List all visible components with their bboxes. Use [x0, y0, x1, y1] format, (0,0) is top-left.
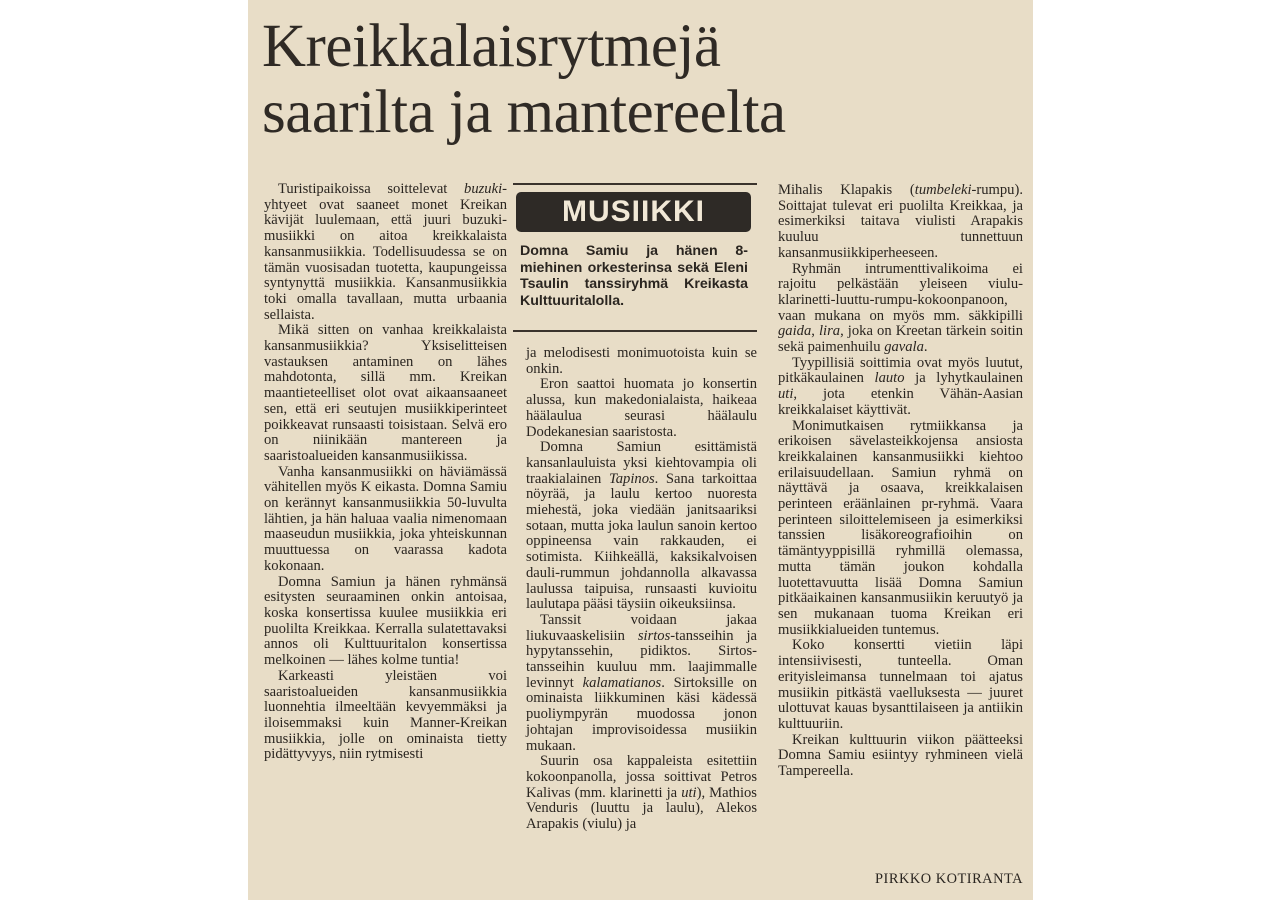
paragraph: Turistipaikoissa soittelevat buzuki-yhtyeet ovat saaneet monet Kreikan kävijät luulemaan, että juuri buzuki-musiikki on aitoa kreikkalaista kansanmusiikkia. Todellisuudessa se on tämän vuosisadan tuotetta, kaupungeissa syntynyttä musiikkia. Kansanmusiikkia toki omalla tavallaan, mutta urbaania sellaista. — [264, 181, 507, 323]
section-label: MUSIIKKI — [516, 192, 751, 232]
paragraph: Vanha kansanmusiikki on häviämässä vähitellen myös K eikasta. Domna Samiu on kerännyt kansanmusiikkia 50-luvulta lähtien, ja hän haluaa vaalia nimenomaan maaseudun musiikkia, joka yhteiskunnan muuttuessa on vaarassa kadota kokonaan. — [264, 463, 507, 574]
paragraph: Eron saattoi huomata jo konsertin alussa, kun makedonialaista, haikeaa häälaulua seurasi häälaulu Dodekanesian saaristosta. — [526, 376, 757, 440]
paragraph: Domna Samiun esittämistä kansanlauluista yksi kiehtovampia oli traakialainen Tapinos. Sana tarkoittaa nöyrää, ja laulu kertoo nuoresta miehestä, joka viedään janitsaariksi sotaan, mutta joka laulun sanoin kertoo oppineensa vain rakkauden, ei sotimista. Kiihkeällä, kaksikalvoisen dauli-rummun johdannolla alkavassa laulussa taipuisa, runsaasti kuvioitu laulutapa pääsi täysiin oikeuksiinsa. — [526, 439, 757, 613]
paragraph: Mikä sitten on vanhaa kreikkalaista kansanmusiikkia? Yksiselitteisen vastauksen antaminen on lähes mahdotonta, sillä mm. Kreikan maantieteelliset olot ovat aikaansaaneet sen, että eri seutujen musiikkiperinteet poikkeavat runsaasti toisistaan. Selvä ero on niinikään mantereen ja saaristoalueiden kansanmusiikissa. — [264, 322, 507, 464]
paragraph: Mihalis Klapakis (tumbeleki-rumpu). Soittajat tulevat eri puolilta Kreikkaa, ja esimerkiksi taitava viulisti Arapakis kuuluu tunnettuun kansanmusiikkiperheeseen. — [778, 182, 1023, 261]
headline-line-2: saarilta ja mantereelta — [262, 79, 786, 146]
paragraph: Koko konsertti vietiin läpi intensiivisesti, tunteella. Oman erityisleimansa tunnelmaan toi ajatus musiikin pitkästä vaelluksesta — juuret ulottuvat kauas bysanttilaiseen ja antiikin kulttuuriin. — [778, 637, 1023, 732]
article-column-2 — [526, 346, 757, 833]
lead-text: Domna Samiu ja hänen 8-miehinen orkesterinsa sekä Eleni Tsaulin tanssiryhmä Kreikasta Kulttuuritalolla. — [520, 243, 748, 309]
paragraph: Kreikan kulttuurin viikon päätteeksi Domna Samiu esiintyy ryhmineen vielä Tampereella. — [778, 731, 1023, 780]
paragraph: Ryhmän intrumenttivalikoima ei rajoitu pelkästään yleiseen viulu-klarinetti-luuttu-rumpu-kokoonpanoon, vaan mukana on myös mm. säkkipilli gaida, lira, joka on Kreetan tärkein soitin sekä paimenhuilu gavala. — [778, 260, 1023, 356]
newspaper-clipping — [248, 0, 1033, 900]
article-column-3 — [778, 183, 1023, 780]
byline: PIRKKO KOTIRANTA — [875, 871, 1023, 887]
section-rule-bottom — [513, 330, 757, 332]
paragraph: Tyypillisiä soittimia ovat myös luutut, pitkäkaulainen lauto ja lyhytkaulainen uti, jota etenkin Vähän-Aasian kreikkalaiset käyttivät. — [778, 354, 1024, 418]
paragraph: Monimutkaisen rytmiikkansa ja erikoisen sävelasteikkojensa ansiosta kreikkalainen kansanmusiikki kiehtoo erilaisuudellaan. Samiun ryhmä on näyttävä ja osaava, kreikkalaisen perinteen eräänlainen pr-ryhmä. Vaara perinteen siloittelemiseen ja esimerkiksi tanssien lisäkoreografioihin on tämäntyyppisillä ryhmillä olemassa, mutta tämän joukon kohdalla luotettavuutta lisää Domna Samiun pitkäaikainen kansanmusiikin keruutyö ja sen mukanaan tuoma Kreikan eri musiikkialueiden tuntemus. — [778, 417, 1023, 638]
paragraph: ja melodisesti monimuotoista kuin se onkin. — [526, 345, 757, 377]
headline — [262, 14, 1002, 146]
paragraph: Domna Samiun ja hänen ryhmänsä esitysten seuraaminen onkin antoisaa, koska konsertissa kuulee musiikkia eri puolilta Kreikkaa. Kerralla sulatettavaksi annos oli Kulttuuritalon konsertissa melkoinen — lähes kolme tuntia! — [264, 573, 507, 669]
article-column-1 — [264, 182, 507, 763]
headline-line-1: Kreikkalaisrytmejä — [262, 13, 721, 80]
paragraph: Suurin osa kappaleista esitettiin kokoonpanolla, jossa soittivat Petros Kalivas (mm. klarinetti ja uti), Mathios Venduris (luuttu ja laulu), Alekos Arapakis (viulu) ja — [526, 753, 757, 833]
section-rule-top — [513, 183, 757, 185]
paragraph: Tanssit voidaan jakaa liukuvaaskelisiin sirtos-tansseihin ja hypytanssehin, pidiktos. Sirtos-tansseihin kuuluu mm. laajimmalle levinnyt kalamatianos. Sirtoksille on ominaista liikkuminen käsi kädessä puoliympyrän muodossa jonon johtajan improvisoidessa musiikin mukaan. — [526, 611, 757, 754]
paragraph: Karkeasti yleistäen voi saaristoalueiden kansanmusiikkia luonnehtia ilmeeltään kevyemmäksi ja iloisemmaksi kuin Manner-Kreikan musiikkia, jolle on ominaista tietty pidättyvyys, niin rytmisesti — [264, 667, 507, 763]
